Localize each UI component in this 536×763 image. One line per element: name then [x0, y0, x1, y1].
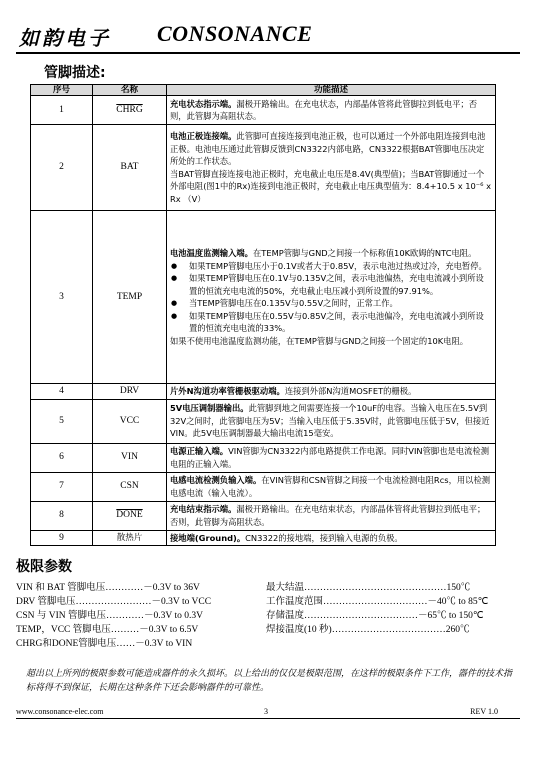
limit-row [266, 579, 470, 592]
limits-note: 超出以上所列的极限参数可能造成器件的永久损坏。以上给出的仅仅是极限范围，在这样的极限条件下工作，器件的技术指标将得不到保证，长期在这种条件下还会影响器件的可靠性。 [26, 669, 513, 693]
pin-name: CSN [93, 472, 167, 501]
list-item: ● 如果TEMP管脚电压小于0.1V或者大于0.85V，表示电池过热或过冷，充电暂停。 [170, 260, 492, 273]
pin-number: 6 [31, 443, 93, 472]
limit-value: 260℃ [445, 625, 470, 635]
pin-desc-head: 电感电流检测负输入端。 [170, 475, 262, 485]
limit-label: CHRG和DONE管脚电压…… [16, 639, 136, 649]
pin-desc-text: 此管脚可直接连接到电池正极，也可以通过一个外部电阻连接到电池正极。电池电压通过此管脚反馈到CN3322内部电路，CN3322根据BAT管脚电压决定所处的工作状态。 [170, 131, 486, 166]
pin-number: 3 [31, 211, 93, 384]
pin-name-text: DONE [116, 510, 143, 521]
limit-row [266, 593, 488, 606]
table-row [31, 530, 496, 546]
pin-description-table [30, 84, 496, 546]
pin-desc-text-2: 当BAT管脚直接连接电池正极时，充电截止电压是8.4V(典型值)；当BAT管脚通过一个外部电阻(图1中的Rx)连接到电池正极时，充电截止电压典型值为：8.4+10.5 x 10⁻⁶ x Rx （V） [170, 168, 492, 204]
pin-desc-tail: 如果不使用电池温度监测功能，在TEMP管脚与GND之间接一个固定的10K电阻。 [170, 335, 469, 346]
limit-value: －40℃ to 85℃ [427, 597, 489, 607]
pin-name: BAT [93, 125, 167, 211]
pin-number: 9 [31, 530, 93, 546]
limit-label: VIN 和 BAT 管脚电压………… [16, 583, 144, 593]
limit-row [16, 621, 198, 634]
limit-row [16, 635, 192, 648]
footer-revision: REV 1.0 [470, 707, 498, 716]
pin-desc-text: CN3322的接地端，接到输入电源的负极。 [245, 532, 403, 543]
list-item: ● 如果TEMP管脚电压在0.1V与0.135V之间，表示电池偏热，充电电流减小到所设置的恒流充电电流的50%，充电截止电压减小到所设置的97.91%。 [170, 272, 492, 297]
pin-desc-text: 此管脚到地之间需要连接一个10uF的电容。当输入电压在5.5V到32V之间时，此管脚电压为5V；当输入电压低于5.35V时，此管脚电压低于5V，但接近VIN。此5V电压调制器最大输出电流15毫安。 [170, 403, 490, 439]
pin-desc-head: 5V电压调制器输出。 [170, 403, 249, 414]
limit-row [266, 607, 484, 620]
limit-row [266, 621, 469, 634]
table-row [31, 211, 496, 384]
pin-description [167, 501, 496, 530]
pin-description [167, 125, 496, 211]
pin-desc-head: 充电结束指示端。 [170, 504, 237, 514]
table-row [31, 501, 496, 530]
limit-value: －65℃ to 150℃ [418, 611, 484, 621]
pin-number: 1 [31, 96, 93, 125]
table-row [31, 472, 496, 501]
limit-label: DRV 管脚电压…………………… [16, 597, 152, 607]
pin-desc-text: 漏极开路输出。在充电状态，内部晶体管将此管脚拉到低电平；否则，此管脚为高阻状态。 [170, 98, 478, 121]
list-item: ● 如果TEMP管脚电压在0.55V与0.85V之间，表示电池偏冷，充电电流减小到所设置的恒流充电电流的33%。 [170, 310, 492, 335]
footer-divider [16, 718, 520, 719]
pin-name: TEMP [93, 211, 167, 384]
limit-row [16, 593, 211, 606]
limit-label: 焊接温度(10 秒)……………………………… [266, 625, 446, 635]
pin-desc-head: 电池正极连接端。 [170, 131, 237, 141]
limit-value: 150℃ [446, 583, 471, 593]
limit-value: －0.3V to 6.5V [139, 625, 199, 635]
limit-label: 工作温度范围…………………………… [266, 597, 428, 607]
pin-number: 4 [31, 384, 93, 400]
pin-name-text: CHRG [116, 104, 143, 115]
limit-value: －0.3V to 36V [143, 583, 200, 593]
pin-desc-text: 在TEMP管脚与GND之间接一个标称值10K欧姆的NTC电阻。 [252, 248, 477, 258]
pin-description [167, 96, 496, 125]
limit-label: 最大结温……………………………………… [266, 583, 447, 593]
pin-description [167, 443, 496, 472]
limit-value: －0.3V to 0.3V [144, 611, 203, 621]
limit-label: TEMP，VCC 管脚电压……… [16, 625, 140, 635]
pin-name: VCC [93, 399, 167, 443]
pin-description [167, 472, 496, 501]
pin-desc-head: 电池温度监测输入端。 [170, 248, 253, 258]
pin-name: 散热片 [93, 530, 167, 546]
header-divider [16, 52, 520, 54]
pin-desc-head: 充电状态指示端。 [170, 98, 237, 109]
limit-row [16, 607, 203, 620]
pin-name: DRV [93, 384, 167, 400]
pin-number: 8 [31, 501, 93, 530]
pin-name [93, 96, 167, 125]
table-row [31, 96, 496, 125]
limit-value: －0.3V to VCC [151, 597, 212, 607]
pin-description [167, 384, 496, 400]
column-header-function: 功能描述 [167, 85, 496, 96]
pin-desc-head: 电源正输入端。 [170, 446, 229, 456]
pin-number: 7 [31, 472, 93, 501]
table-row [31, 443, 496, 472]
pin-description [167, 399, 496, 443]
pin-number: 2 [31, 125, 93, 211]
pin-desc-head: 接地端(Ground)。 [170, 532, 246, 543]
pin-desc-head: 片外N沟道功率管栅极驱动端。 [170, 386, 285, 396]
pin-number: 5 [31, 399, 93, 443]
page-header [16, 20, 520, 50]
temp-condition-list [170, 260, 492, 335]
limit-label: CSN 与 VIN 管脚电压………… [16, 611, 144, 621]
table-row [31, 399, 496, 443]
limits-section-title: 极限参数 [16, 559, 72, 575]
pin-desc-text: 连接到外部N沟道MOSFET的栅极。 [284, 386, 417, 396]
column-header-no: 序号 [31, 85, 93, 96]
column-header-name: 名称 [93, 85, 167, 96]
pin-desc-text: VIN管脚为CN3322内部电路提供工作电源。同时VIN管脚也是电流检测电阻的正输入端。 [170, 446, 489, 469]
company-logo-en: CONSONANCE [157, 21, 313, 46]
pin-name [93, 501, 167, 530]
pin-desc-text: 在VIN管脚和CSN管脚之间接一个电流检测电阻Rcs，用以检测电感电流（输入电流）。 [170, 475, 491, 498]
pin-description [167, 211, 496, 384]
company-logo-cn: 如韵电子 [19, 26, 111, 50]
pin-name: VIN [93, 443, 167, 472]
table-row [31, 125, 496, 211]
limit-row [16, 579, 200, 592]
pin-description [167, 530, 496, 546]
pin-section-title: 管脚描述: [44, 65, 106, 81]
pin-desc-text: 漏极开路输出。在充电结束状态，内部晶体管将此管脚拉到低电平；否则，此管脚为高阻状态。 [170, 504, 486, 527]
footer-website: www.consonance-elec.com [16, 707, 104, 716]
table-header-row [31, 85, 496, 96]
footer-page-number: 3 [264, 707, 268, 716]
limit-value: －0.3V to VIN [135, 639, 193, 649]
table-row [31, 384, 496, 400]
limit-label: 存储温度……………………………… [266, 611, 419, 621]
list-item: ● 当TEMP管脚电压在0.135V与0.55V之间时，正常工作。 [170, 297, 492, 310]
